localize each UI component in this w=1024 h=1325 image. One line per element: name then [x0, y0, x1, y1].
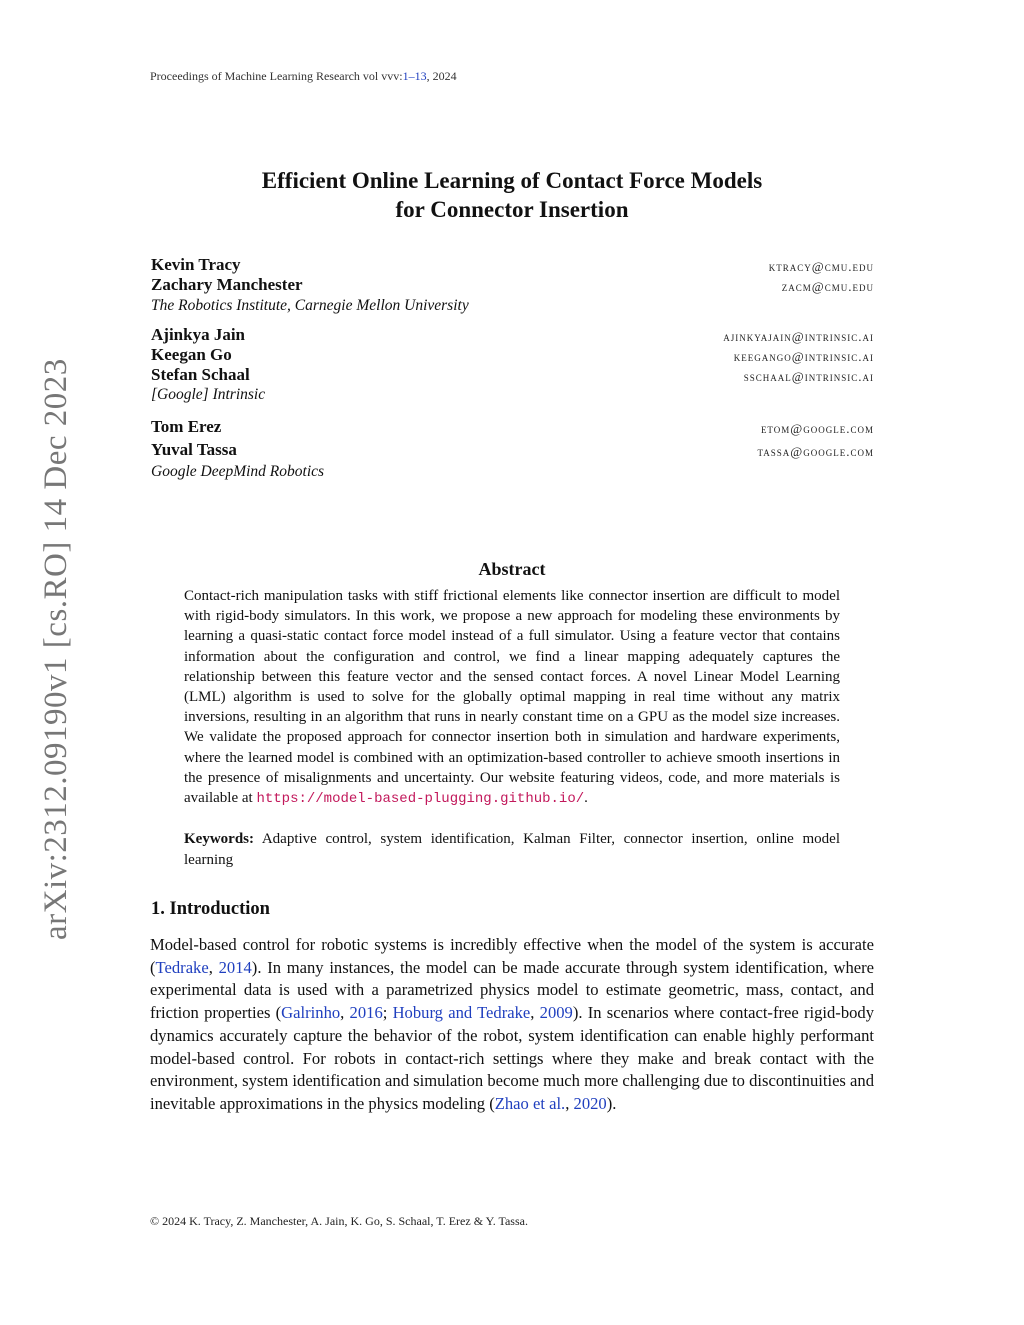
affiliation: The Robotics Institute, Carnegie Mellon University [151, 297, 469, 314]
author-email[interactable]: keegango@intrinsic.ai [733, 349, 874, 364]
author-email[interactable]: ajinkyajain@intrinsic.ai [723, 329, 874, 344]
title-line-1: Efficient Online Learning of Contact Force Models [261, 168, 763, 193]
intro-text: ). [606, 1093, 617, 1113]
affiliation: [Google] Intrinsic [151, 386, 266, 403]
intro-text: ). In scenarios where contact-free rigid-body dynamics accurately capture the behavior of the robot, system identification can enable highly performant model-based control. For robots in contact-rich settings where they make and break contact with the environment, system identification and simulation become much more challenging due to discontinuities and inevitable approximations in the physics modeling ( [150, 1003, 875, 1113]
intro-paragraph: Model-based control for robotic systems is incredibly effective when the model of the system is accurate (Tedrake, 2014). In many instances, the model can be made accurate through system identification, where experimental data is used with a parametrized physics model to estimate geometric, mass, contact, and friction properties (Galrinho, 2016; Hoburg and Tedrake, 2009). In scenarios where contact-free rigid-body dynamics accurately capture the behavior of the robot, system identification can enable highly performant model-based control. For robots in contact-rich settings where they make and break contact with the environment, system identification and simulation become much more challenging due to discontinuities and inevitable approximations in the physics modeling (Zhao et al., 2020). [150, 935, 875, 1113]
website-link[interactable]: https://model-based-plugging.github.io/ [256, 791, 585, 808]
author-name: Ajinkya Jain [151, 325, 245, 344]
citation-year-link[interactable]: 2020 [573, 1093, 607, 1113]
abstract-heading: Abstract [478, 559, 546, 579]
header-prefix: Proceedings of Machine Learning Research vol vvv: [150, 69, 403, 83]
header-year: , 2024 [426, 69, 457, 83]
citation-link[interactable]: Galrinho [281, 1003, 341, 1023]
author-name: Zachary Manchester [151, 275, 303, 294]
section-heading: 1. Introduction [151, 899, 270, 919]
header-pages-link[interactable]: 1–13 [402, 69, 427, 83]
citation-link[interactable]: Zhao et al. [494, 1093, 566, 1113]
author-name: Yuval Tassa [151, 440, 237, 459]
citation-year-link[interactable]: 2014 [218, 957, 252, 977]
author-name: Keegan Go [151, 345, 232, 364]
author-email[interactable]: etom@google.com [760, 421, 874, 436]
author-email[interactable]: sschaal@intrinsic.ai [743, 369, 874, 384]
running-header [150, 69, 457, 84]
author-name: Tom Erez [151, 417, 222, 436]
citation-link[interactable]: Hoburg and Tedrake [392, 1003, 531, 1023]
abstract-text: Contact-rich manipulation tasks with stiff frictional elements like connector insertion are difficult to model with rigid-body simulators. In this work, we propose a new approach for modeling these environments by learning a quasi-static contact force model instead of a full simulator. Using a feature vector that contains information about the configuration and control, we find a linear mapping adequately captures the relationship between this feature vector and the sensed contact forces. A novel Linear Model Learning (LML) algorithm is used to solve for the globally optimal mapping in real time without any matrix inversions, resulting in an algorithm that runs in nearly constant time on a GPU as the model size increases. We validate the proposed approach for connector insertion both in simulation and hardware experiments, where the learned model is combined with an optimization-based controller to achieve smooth insertions in the presence of misalignments and uncertainty. Our website featuring videos, code, and more materials is available at [184, 588, 840, 807]
author-name: Kevin Tracy [151, 255, 241, 274]
title-line-2: for Connector Insertion [395, 197, 629, 222]
citation-link[interactable]: Tedrake [155, 957, 209, 977]
author-email[interactable]: zacm@cmu.edu [781, 279, 874, 294]
arxiv-stamp: arXiv:2312.09190v1 [cs.RO] 14 Dec 2023 [38, 358, 74, 940]
keywords-label: Keywords: [184, 831, 254, 847]
abstract-body [184, 586, 840, 809]
keywords [184, 829, 840, 870]
author-email[interactable]: ktracy@cmu.edu [768, 259, 874, 274]
citation-year-link[interactable]: 2016 [349, 1003, 383, 1023]
citation-year-link[interactable]: 2009 [539, 1003, 573, 1023]
affiliation: Google DeepMind Robotics [151, 463, 325, 480]
intro-text: Model-based control for robotic systems is incredibly effective when the model of the system is accurate ( [150, 935, 874, 977]
copyright-footer: © 2024 K. Tracy, Z. Manchester, A. Jain, K. Go, S. Schaal, T. Erez & Y. Tassa. [150, 1214, 528, 1228]
abstract-end: . [584, 790, 588, 807]
author-name: Stefan Schaal [151, 365, 250, 384]
keywords-list: Adaptive control, system identification, Kalman Filter, connector insertion, online model learning [184, 831, 840, 868]
intro-text: ). In many instances, the model can be made accurate through system identification, where experimental data is used with a parametrized physics model to estimate geometric, mass, contact, and friction properties ( [150, 957, 874, 1023]
paper-title [150, 166, 874, 224]
author-email[interactable]: tassa@google.com [757, 444, 874, 459]
